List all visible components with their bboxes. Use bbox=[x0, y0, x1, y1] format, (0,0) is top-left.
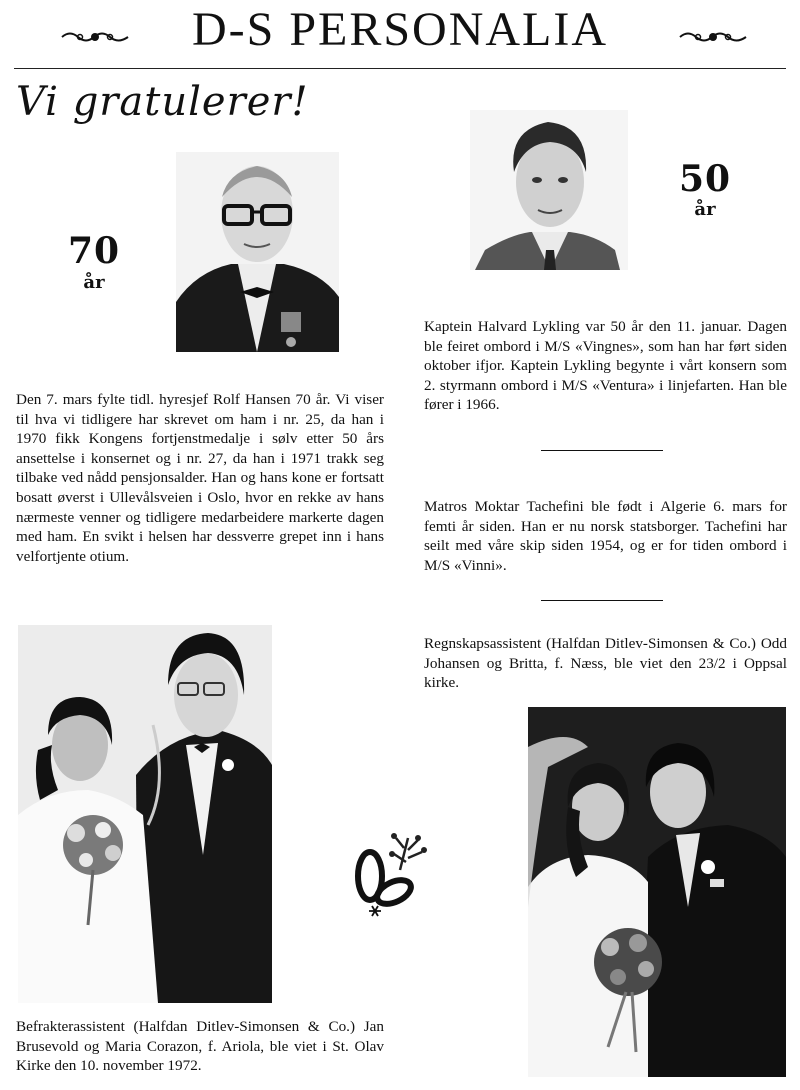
age-unit-70: år bbox=[83, 272, 105, 293]
article-tachefini: Matros Moktar Tachefini ble født i Algerie 6. mars for femti år siden. Han er nu norsk statsborger. Tachefini har seilt med våre skip siden 1954, og er for tiden ombord i M/S «Vinni». bbox=[424, 498, 787, 574]
portrait-photo-hansen bbox=[176, 152, 339, 352]
greeting-heading: Vi gratulerer! bbox=[16, 79, 309, 125]
wedding-photo-brusevold bbox=[18, 625, 272, 1003]
article-brusevold: Befrakterassistent (Halfdan Ditlev-Simonsen & Co.) Jan Brusevold og Maria Corazon, f. Ariola, ble viet i St. Olav Kirke den 10. november 1972. bbox=[16, 1018, 384, 1075]
section-divider bbox=[541, 450, 663, 451]
article-lykling: Kaptein Halvard Lykling var 50 år den 11. januar. Dagen ble feiret ombord i M/S «Vingnes», som han har ført siden oktober ifjor. Kaptein Lykling begynte i vårt konsern som 2. styrmann ombord i M/S «Ventura» i linjefarten. Han ble fører i 1966. bbox=[424, 318, 787, 414]
left-ornament-icon bbox=[60, 28, 130, 46]
age-number-70: 70 bbox=[67, 230, 121, 272]
page-title: D-S PERSONALIA bbox=[191, 3, 609, 56]
wedding-rings-icon bbox=[352, 830, 434, 918]
section-divider bbox=[541, 600, 663, 601]
article-hansen: Den 7. mars fylte tidl. hyresjef Rolf Hansen 70 år. Vi viser til hva vi tidligere har skrevet om ham i nr. 25, da han i 1970 fikk Kongens fortjenstmedalje i sølv etter 50 års ansettelse i konsernet og i nr. 27, da han i 1971 trakk seg tilbake ved nådd pensjonsalder. Han og hans kone er fortsatt bosatt øverst i Ullevålsveien i Oslo, hvor en rekke av hans nærmeste venner og tidligere medarbeidere markerte dagen med ham. En svikt i helsen har dessverre grepet inn i hans velfortjente otium. bbox=[16, 391, 384, 565]
age-number-50: 50 bbox=[678, 158, 732, 200]
wedding-photo-johansen bbox=[528, 707, 786, 1077]
age-unit-50: år bbox=[694, 199, 716, 220]
header-rule bbox=[14, 68, 786, 69]
right-ornament-icon bbox=[678, 28, 748, 46]
article-johansen: Regnskapsassistent (Halfdan Ditlev-Simonsen & Co.) Odd Johansen og Britta, f. Næss, ble viet den 23/2 i Oppsal kirke. bbox=[424, 635, 787, 692]
portrait-photo-lykling bbox=[470, 110, 628, 270]
